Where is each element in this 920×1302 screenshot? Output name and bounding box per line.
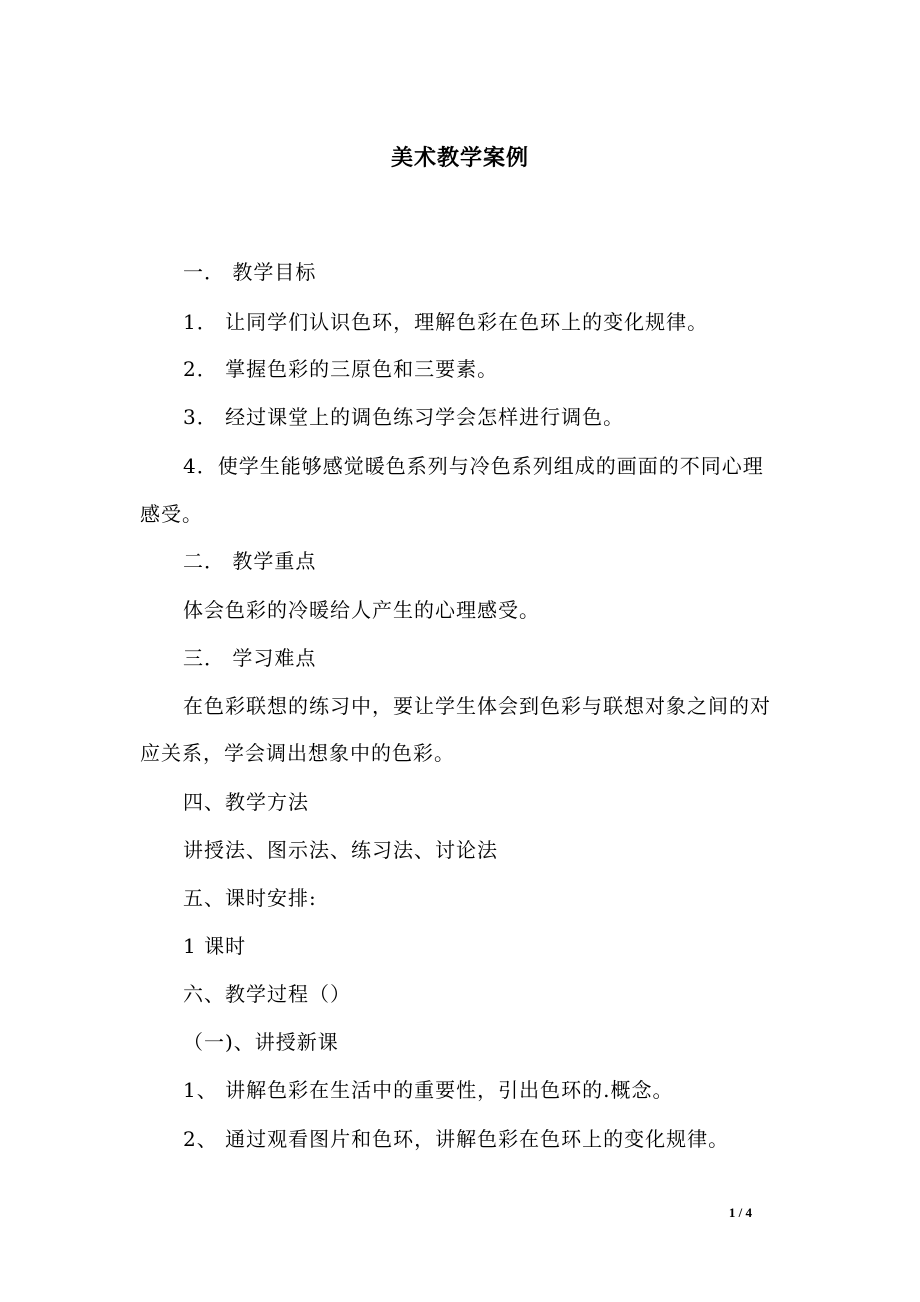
objective-item-4-continued: 感受。 xyxy=(140,502,203,526)
section-heading-objectives: 一． 教学目标 xyxy=(183,260,317,284)
difficulties-text-continued: 应关系，学会调出想象中的色彩。 xyxy=(140,741,455,765)
objective-item-3: 3． 经过课堂上的调色练习学会怎样进行调色。 xyxy=(183,405,625,429)
page-number: 1 / 4 xyxy=(728,1205,752,1220)
schedule-text: 1 课时 xyxy=(183,934,247,958)
section-heading-key-points: 二． 教学重点 xyxy=(183,549,317,573)
objective-item-1: 1． 让同学们认识色环，理解色彩在色环上的变化规律。 xyxy=(183,310,709,334)
process-subheading: （一)、讲授新课 xyxy=(183,1030,339,1054)
section-heading-schedule: 五、课时安排: xyxy=(183,886,317,910)
objective-item-2: 2． 掌握色彩的三原色和三要素。 xyxy=(183,357,499,381)
process-item-1: 1、 讲解色彩在生活中的重要性，引出色环的.概念。 xyxy=(183,1078,674,1102)
document-title: 美术教学案例 xyxy=(390,145,529,171)
methods-text: 讲授法、图示法、练习法、讨论法 xyxy=(183,838,498,862)
key-points-text: 体会色彩的冷暖给人产生的心理感受。 xyxy=(183,598,540,622)
section-heading-difficulties: 三． 学习难点 xyxy=(183,646,317,670)
difficulties-text: 在色彩联想的练习中，要让学生体会到色彩与联想对象之间的对 xyxy=(183,694,771,718)
section-heading-process: 六、教学过程（） xyxy=(183,982,351,1006)
objective-item-4: 4．使学生能够感觉暖色系列与冷色系列组成的画面的不同心理 xyxy=(183,454,764,478)
section-heading-methods: 四、教学方法 xyxy=(183,790,309,814)
process-item-2: 2、 通过观看图片和色环，讲解色彩在色环上的变化规律。 xyxy=(183,1127,730,1151)
